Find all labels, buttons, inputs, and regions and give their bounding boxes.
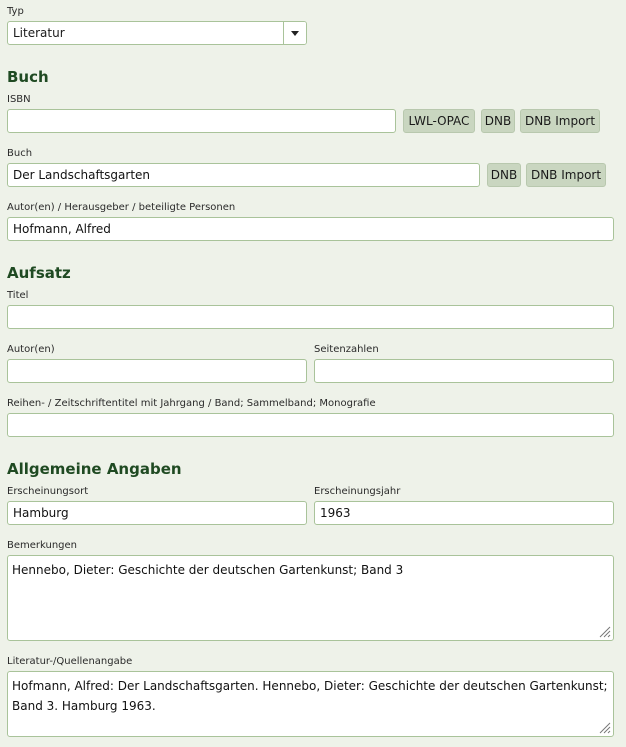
section-heading-allgemein: Allgemeine Angaben [7, 460, 182, 478]
isbn-dnb-button[interactable]: DNB [481, 109, 515, 133]
buch-dnb-import-button[interactable]: DNB Import [526, 163, 606, 187]
autoren-input[interactable]: Hofmann, Alfred [7, 217, 614, 241]
buch-label: Buch [7, 148, 33, 159]
reihe-input[interactable] [7, 413, 614, 437]
resize-grip-icon[interactable] [599, 626, 611, 638]
typ-select-value: Literatur [13, 26, 65, 40]
resize-grip-icon[interactable] [599, 722, 611, 734]
titel-input[interactable] [7, 305, 614, 329]
isbn-dnb-import-button[interactable]: DNB Import [520, 109, 600, 133]
quelle-textarea[interactable] [7, 671, 614, 737]
buch-dnb-button[interactable]: DNB [487, 163, 521, 187]
autoren-label: Autor(en) / Herausgeber / beteiligte Personen [7, 202, 236, 213]
seitenzahlen-label: Seitenzahlen [314, 344, 379, 355]
seitenzahlen-input[interactable] [314, 359, 614, 383]
aufsatz-autor-input[interactable] [7, 359, 307, 383]
erscheinungsort-input[interactable]: Hamburg [7, 501, 307, 525]
bemerkungen-textarea[interactable] [7, 555, 614, 641]
erscheinungsort-label: Erscheinungsort [7, 486, 89, 497]
quelle-text: Hofmann, Alfred: Der Landschaftsgarten. Hennebo, Dieter: Geschichte der deutschen Gartenkunst; Band 3. Hamburg 1963. [12, 679, 608, 713]
erscheinungsjahr-input[interactable]: 1963 [314, 501, 614, 525]
erscheinungsjahr-label: Erscheinungsjahr [314, 486, 401, 497]
titel-label: Titel [7, 290, 29, 301]
aufsatz-autor-label: Autor(en) [7, 344, 55, 355]
bemerkungen-label: Bemerkungen [7, 540, 78, 551]
isbn-label: ISBN [7, 94, 31, 105]
typ-select[interactable] [7, 21, 307, 45]
isbn-input[interactable] [7, 109, 396, 133]
typ-label: Typ [7, 6, 24, 17]
lwl-opac-button[interactable]: LWL-OPAC [403, 109, 475, 133]
quelle-label: Literatur-/Quellenangabe [7, 656, 133, 667]
bemerkungen-text: Hennebo, Dieter: Geschichte der deutschen Gartenkunst; Band 3 [12, 563, 404, 577]
section-heading-aufsatz: Aufsatz [7, 264, 71, 282]
reihe-label: Reihen- / Zeitschriftentitel mit Jahrgang / Band; Sammelband; Monografie [7, 398, 376, 409]
section-heading-buch: Buch [7, 68, 49, 86]
chevron-down-icon[interactable] [283, 22, 306, 44]
buch-input[interactable]: Der Landschaftsgarten [7, 163, 480, 187]
